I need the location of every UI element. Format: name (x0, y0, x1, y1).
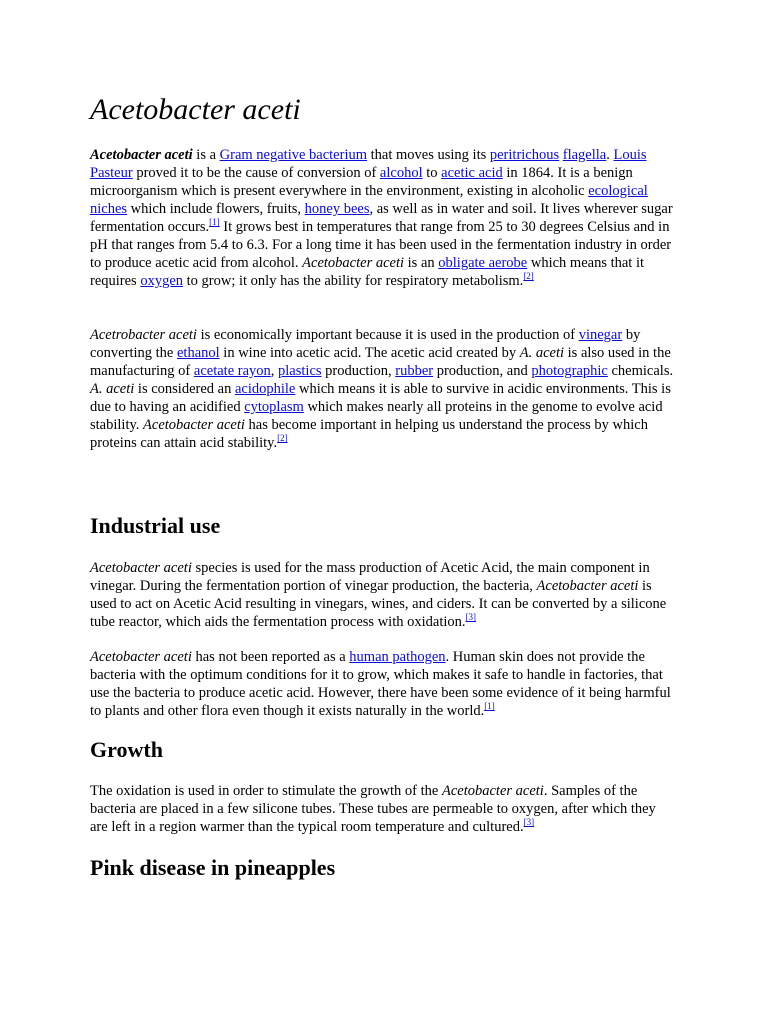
term-italic: Acetobacter aceti (302, 255, 405, 271)
term-italic: Acetobacter aceti (143, 417, 245, 433)
term-italic: Acetobacter aceti (90, 560, 192, 576)
text: The oxidation is used in order to stimulate the growth of the (90, 783, 442, 799)
link-alcohol[interactable]: alcohol (379, 165, 423, 181)
link-peritrichous[interactable]: peritrichous (489, 147, 560, 163)
text: production, (321, 363, 396, 379)
text: is an (404, 255, 439, 271)
reference-link[interactable]: [3] (465, 612, 476, 622)
text: which means it is able to survive in acidic environments. This is due to having an acidified (90, 381, 671, 415)
text: , (270, 363, 279, 379)
link-plastics[interactable]: plastics (278, 363, 322, 379)
text: has become important in helping us understand the process by which proteins can attain acid stability. (90, 417, 648, 451)
text: to grow; it only has the ability for respiratory metabolism. (183, 273, 524, 289)
text: by converting the (90, 327, 641, 361)
text: that moves using its (367, 147, 490, 163)
term-italic: Acetrobacter aceti (90, 327, 197, 343)
term-italic: A. aceti (90, 381, 135, 397)
link-louis-pasteur[interactable]: Louis Pasteur (90, 147, 647, 181)
text: is used to act on Acetic Acid resulting in vinegars, wines, and ciders. It can be converted by a silicone tube reactor, which aids the fermentation process with oxidation. (90, 578, 667, 630)
reference-link[interactable]: [1] (209, 217, 220, 227)
term-italic: Acetobacter aceti (536, 578, 639, 594)
growth-paragraph-1 (90, 782, 676, 836)
industrial-paragraph-2 (90, 648, 676, 720)
text: in 1864. It is a benign microorganism which is present everywhere in the environment, existing in alcoholic (90, 165, 633, 199)
text: . (606, 147, 614, 163)
section-heading-industrial-use: Industrial use (90, 513, 221, 538)
reference-link[interactable]: [3] (523, 817, 535, 827)
text: is considered an (134, 381, 235, 397)
reference-link[interactable]: [1] (484, 701, 495, 711)
section-heading-growth: Growth (90, 737, 163, 762)
link-oxygen[interactable]: oxygen (140, 273, 184, 289)
text: species is used for the mass production of Acetic Acid, the main component in vinegar. During the fermentation portion of vinegar production, the bacteria, (90, 560, 650, 594)
link-honey-bees[interactable]: honey bees (304, 201, 370, 217)
link-cytoplasm[interactable]: cytoplasm (244, 399, 304, 415)
text: has not been reported as a (191, 649, 350, 665)
text: which means that it requires (90, 255, 645, 289)
text: production, and (433, 363, 532, 379)
term-italic: Acetobacter aceti (441, 783, 544, 799)
link-gram-negative-bacterium[interactable]: Gram negative bacterium (219, 147, 368, 163)
link-flagella[interactable]: flagella (562, 147, 607, 163)
intro-paragraph-1 (90, 146, 676, 290)
link-vinegar[interactable]: vinegar (578, 327, 623, 343)
link-acetate-rayon[interactable]: acetate rayon (193, 363, 271, 379)
text: . Samples of the bacteria are placed in a few silicone tubes. These tubes are permeable to oxygen, after which they are left in a region warmer than the typical room temperature and cultured. (90, 783, 656, 835)
text: is also used in the manufacturing of (90, 345, 671, 379)
link-acetic-acid[interactable]: acetic acid (441, 165, 503, 181)
text: is economically important because it is used in the production of (196, 327, 579, 343)
text: , as well as in water and soil. It lives wherever sugar fermentation occurs. (90, 201, 673, 235)
page-title: Acetobacter aceti (90, 93, 301, 126)
term-italic: Acetobacter aceti (90, 649, 192, 665)
link-ethanol[interactable]: ethanol (176, 345, 220, 361)
link-ecological-niches[interactable]: ecological niches (90, 183, 648, 217)
link-photographic[interactable]: photographic (531, 363, 608, 379)
text: which include flowers, fruits, (127, 201, 305, 217)
term-bold: Acetobacter aceti (90, 147, 193, 163)
text: is a (192, 147, 220, 163)
term-italic: A. aceti (519, 345, 565, 361)
intro-paragraph-2 (90, 326, 676, 452)
text: . Human skin does not provide the bacteria with the optimum conditions for it to grow, which makes it safe to handle in factories, that use the bacteria to produce acetic acid. However, there have been some evidence of it being harmful to plants and other flora even though it exists naturally in the world. (90, 649, 671, 719)
text: It grows best in temperatures that range from 25 to 30 degrees Celsius and in pH that ranges from 5.4 to 6.3. For a long time it has been used in the fermentation industry in order to produce acetic acid from alcohol. (90, 219, 672, 271)
industrial-paragraph-1 (90, 559, 676, 631)
link-rubber[interactable]: rubber (395, 363, 434, 379)
text: proved it to be the cause of conversion of (132, 165, 380, 181)
text: which makes nearly all proteins in the genome to evolve acid stability. (90, 399, 663, 433)
link-acidophile[interactable]: acidophile (234, 381, 296, 397)
reference-link[interactable]: [2] (277, 433, 288, 443)
section-heading-pink-disease: Pink disease in pineapples (90, 855, 336, 880)
link-human-pathogen[interactable]: human pathogen (349, 649, 446, 665)
article (90, 92, 676, 880)
reference-link[interactable]: [2] (523, 271, 534, 281)
text: to (422, 165, 442, 181)
text: in wine into acetic acid. The acetic acid created by (219, 345, 520, 361)
text: chemicals. (607, 363, 674, 379)
link-obligate-aerobe[interactable]: obligate aerobe (438, 255, 528, 271)
